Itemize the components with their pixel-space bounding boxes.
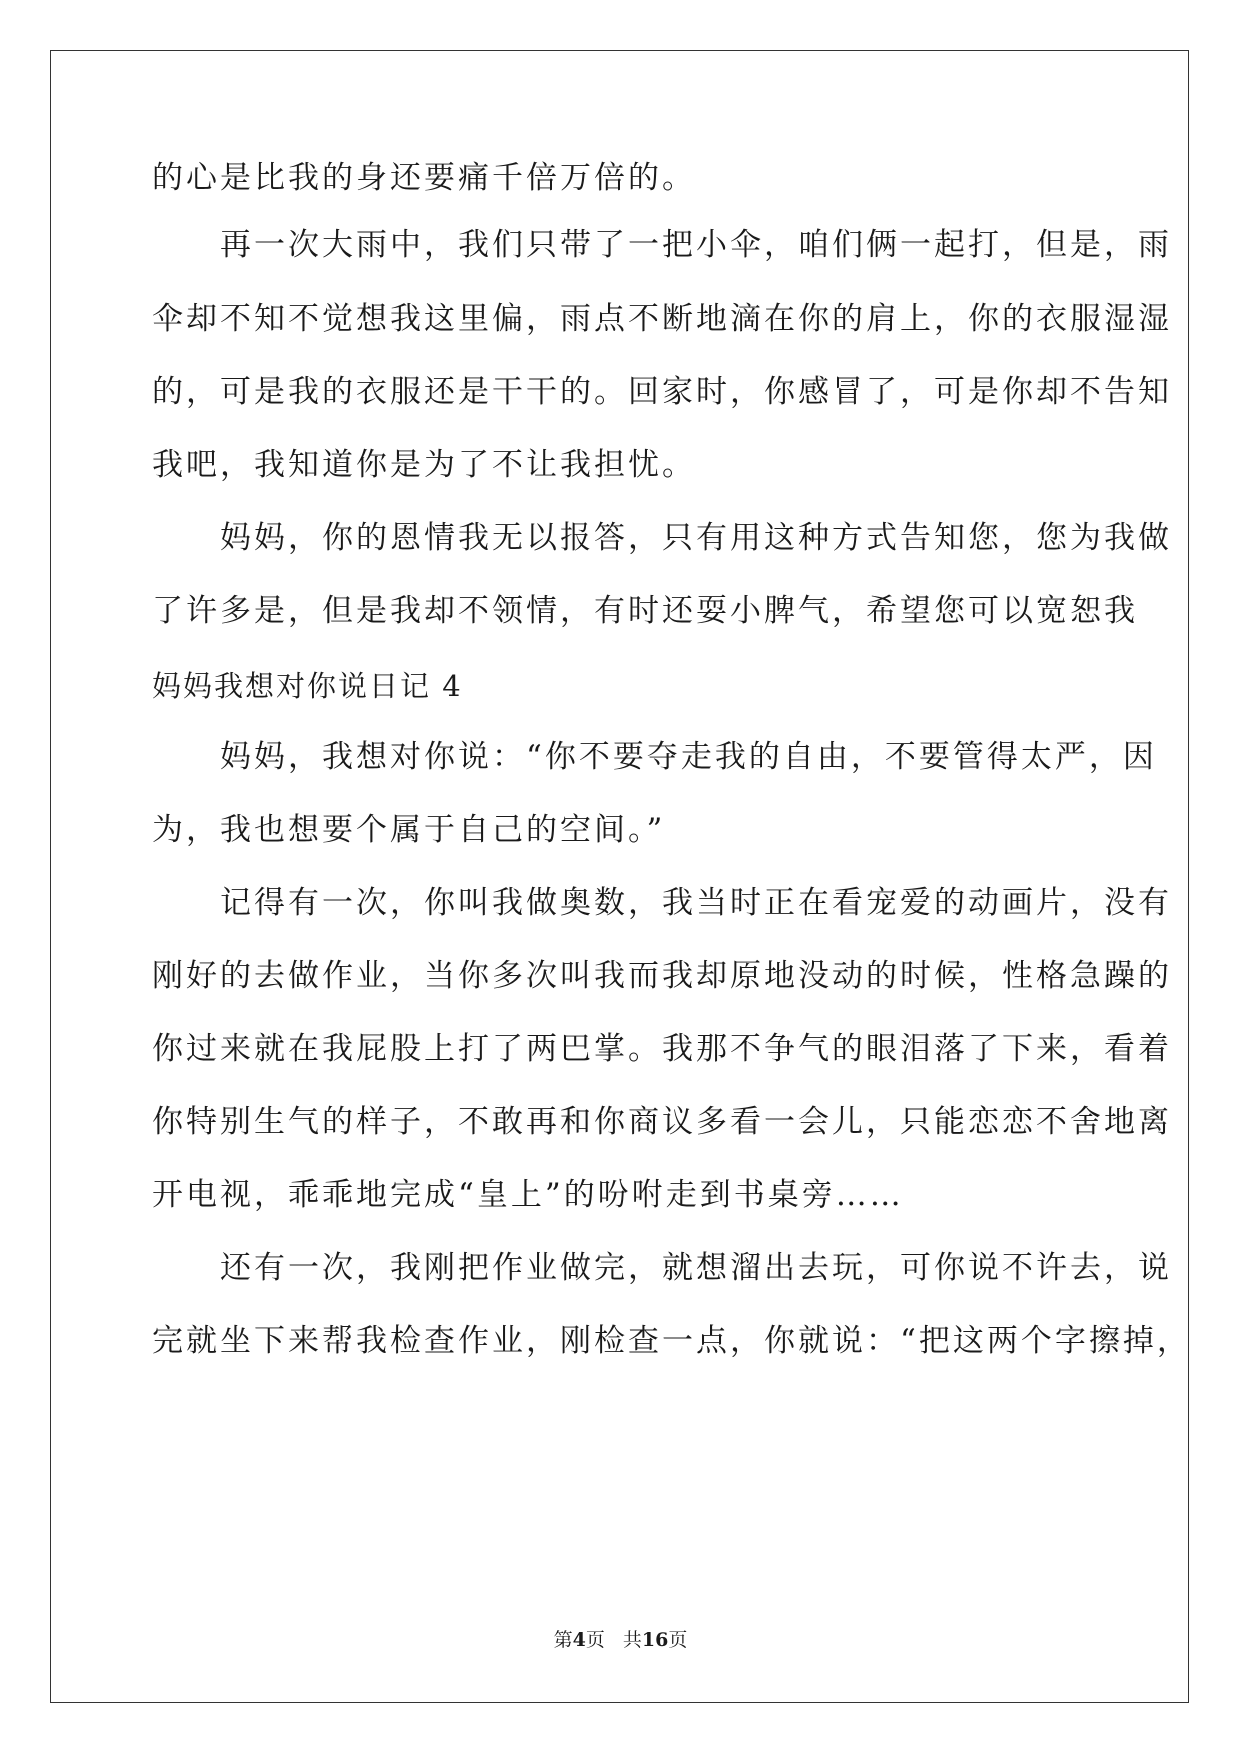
total-suffix: 页 bbox=[668, 1629, 688, 1651]
page-prefix: 第 bbox=[553, 1629, 573, 1651]
paragraph-start-line: 记得有一次，你叫我做奥数，我当时正在看宠爱的动画片，没有 bbox=[152, 885, 1172, 921]
text-line: 伞却不知不觉想我这里偏，雨点不断地滴在你的肩上，你的衣服湿湿 bbox=[152, 301, 1172, 337]
text-line: 完就坐下来帮我检查作业，刚检查一点，你就说：“把这两个字擦掉， bbox=[152, 1323, 1191, 1359]
text-line: 了许多是，但是我却不领情，有时还耍小脾气，希望您可以宽恕我 bbox=[152, 593, 1138, 629]
text-line: 你过来就在我屁股上打了两巴掌。我那不争气的眼泪落了下来，看着 bbox=[152, 1031, 1172, 1067]
text-line: 的，可是我的衣服还是干干的。回家时，你感冒了，可是你却不告知 bbox=[152, 374, 1172, 410]
text-line: 为，我也想要个属于自己的空间。” bbox=[152, 812, 666, 848]
page-suffix: 页 bbox=[585, 1629, 605, 1651]
page-number: 4 bbox=[572, 1629, 586, 1651]
text-line: 我吧，我知道你是为了不让我担忧。 bbox=[152, 447, 696, 483]
paragraph-start-line: 妈妈，我想对你说：“你不要夺走我的自由，不要管得太严，因 bbox=[152, 739, 1157, 775]
text-line: 开电视，乖乖地完成“皇上”的吩咐走到书桌旁…… bbox=[152, 1177, 904, 1213]
text-line: 刚好的去做作业，当你多次叫我而我却原地没动的时候，性格急躁的 bbox=[152, 958, 1172, 994]
paragraph-start-line: 妈妈，你的恩情我无以报答，只有用这种方式告知您，您为我做 bbox=[152, 520, 1172, 556]
text-line: 的心是比我的身还要痛千倍万倍的。 bbox=[152, 160, 696, 196]
page-footer bbox=[0, 1628, 1241, 1652]
text-line: 你特别生气的样子，不敢再和你商议多看一会儿，只能恋恋不舍地离 bbox=[152, 1104, 1172, 1140]
paragraph-start-line: 再一次大雨中，我们只带了一把小伞，咱们俩一起打，但是，雨 bbox=[152, 227, 1172, 263]
section-title: 妈妈我想对你说日记 4 bbox=[152, 669, 463, 703]
page-border bbox=[50, 50, 1189, 1703]
paragraph-start-line: 还有一次，我刚把作业做完，就想溜出去玩，可你说不许去，说 bbox=[152, 1250, 1172, 1286]
total-pages: 16 bbox=[641, 1629, 669, 1651]
total-prefix: 共 bbox=[622, 1629, 642, 1651]
